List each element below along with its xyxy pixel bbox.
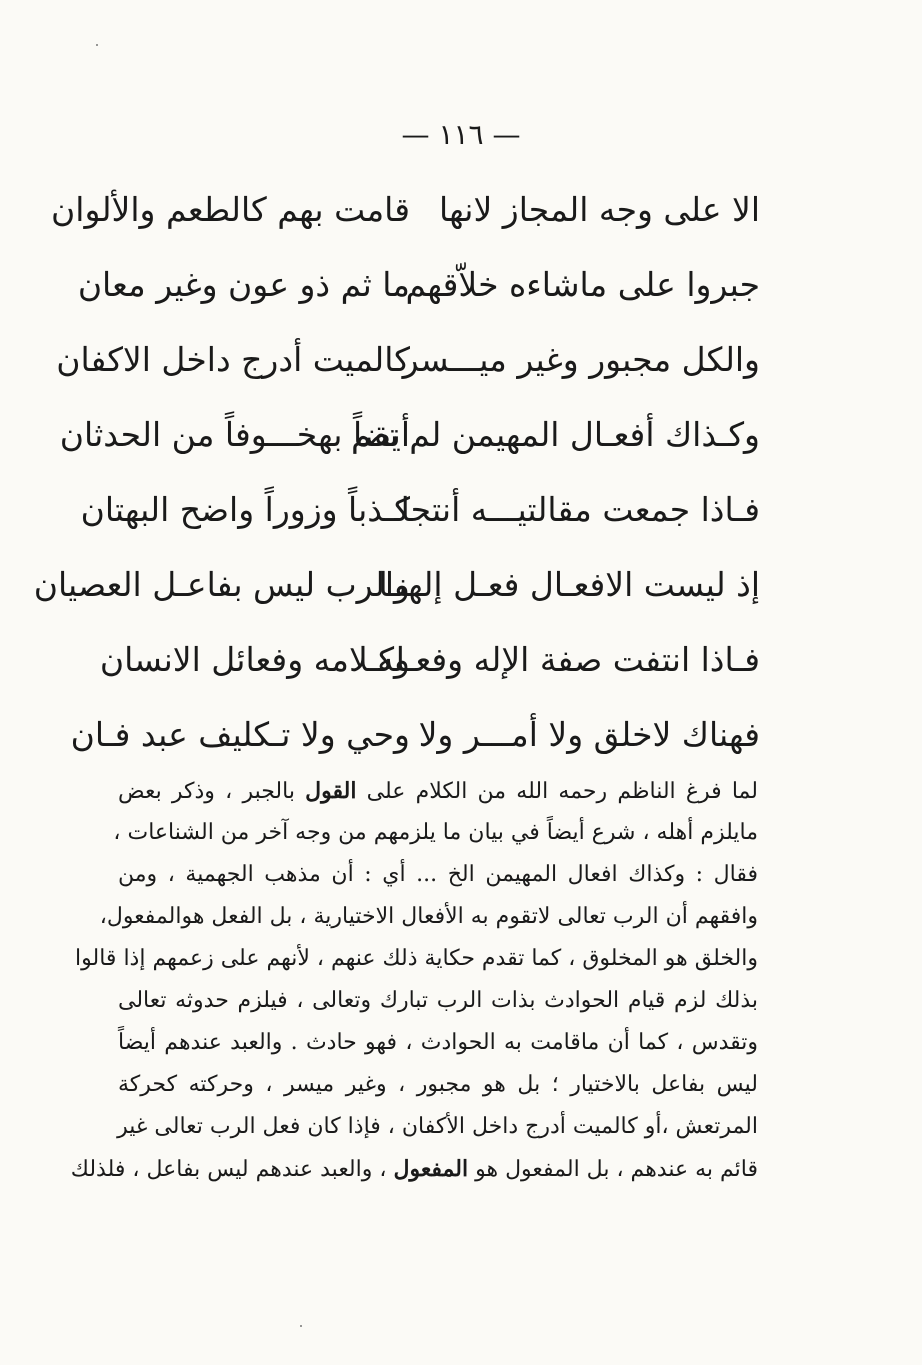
verse-second-hemistich: كالميت أدرج داخل الاكفان bbox=[56, 340, 410, 379]
commentary-text: وتقدس ، كما أن ماقامت به الحوادث ، فهو حادث . والعبد عندهم أيضاً bbox=[118, 1030, 758, 1055]
commentary-line bbox=[99, 896, 758, 938]
commentary-text: بذلك لزم قيام الحوادث بذات الرب تبارك وتعالى ، فيلزم حدوثه تعالى bbox=[118, 988, 758, 1013]
commentary-text: ، والعبد عندهم ليس بفاعل ، فلذلك bbox=[70, 1157, 394, 1182]
verse bbox=[80, 480, 760, 555]
verse-first-hemistich: فـاذا جمعت مقالتيـــه أنتجا bbox=[400, 490, 760, 529]
commentary-line bbox=[118, 854, 758, 896]
paper-speck bbox=[300, 1325, 302, 1327]
verse-second-hemistich: أيضاً بهخـــوفاً من الحدثان bbox=[59, 415, 410, 454]
commentary-text: لما فرغ الناظم رحمه الله من الكلام على bbox=[356, 779, 758, 804]
paper-speck bbox=[96, 44, 98, 46]
verse bbox=[77, 255, 760, 330]
verse-second-hemistich: وكـلامه وفعائل الانسان bbox=[99, 640, 410, 679]
commentary-line bbox=[70, 1148, 758, 1190]
commentary-emphasis: المفعول bbox=[393, 1156, 469, 1182]
commentary-line bbox=[118, 770, 758, 812]
commentary-text: فقال : وكذاك افعال المهيمن الخ ... أي : أن مذهب الجهمية ، ومن bbox=[118, 862, 758, 887]
commentary-text: وافقهم أن الرب تعالى لاتقوم به الأفعال الاختيارية ، بل الفعل هوالمفعول، bbox=[99, 904, 758, 929]
commentary-text: قائم به عندهم ، بل المفعول هو bbox=[468, 1157, 758, 1182]
commentary-line bbox=[118, 1022, 758, 1064]
page-number: — ١١٦ — bbox=[401, 118, 521, 151]
verse bbox=[56, 330, 760, 405]
verse-second-hemistich: كـذباً وزوراً واضح البهتان bbox=[80, 490, 410, 529]
verse bbox=[51, 180, 760, 255]
verse-first-hemistich: والكل مجبور وغير ميـــسر bbox=[402, 340, 760, 379]
commentary bbox=[70, 770, 758, 1190]
verse-second-hemistich: وحي ولا تـكليف عبد فـان bbox=[70, 715, 410, 754]
verse-first-hemistich: وكـذاك أفعـال المهيمن لم تقم bbox=[350, 415, 760, 454]
verse bbox=[59, 405, 760, 480]
verse-first-hemistich: فـاذا انتفت صفة الإله وفعـله bbox=[377, 640, 760, 679]
verse-first-hemistich: فهناك لاخلق ولا أمـــر ولا bbox=[418, 715, 760, 754]
commentary-text: مايلزم أهله ، شرع أيضاً في بيان ما يلزمهم من وجه آخر من الشناعات ، bbox=[113, 820, 758, 845]
verse-second-hemistich: والرب ليس بفاعـل العصيان bbox=[33, 565, 410, 604]
commentary-line bbox=[75, 938, 758, 980]
verse bbox=[33, 555, 760, 630]
commentary-line bbox=[118, 980, 758, 1022]
verse-first-hemistich: جبروا على ماشاءه خلاّقهم bbox=[405, 265, 760, 304]
commentary-line bbox=[118, 1106, 758, 1148]
verse bbox=[70, 705, 760, 780]
commentary-emphasis: القول bbox=[305, 778, 357, 804]
verse bbox=[99, 630, 760, 705]
commentary-line bbox=[118, 1064, 758, 1106]
verse-first-hemistich: إذ ليست الافعـال فعـل إلهنـا bbox=[378, 565, 760, 604]
verse-first-hemistich: الا على وجه المجاز لانها bbox=[439, 190, 760, 229]
commentary-text: بالجبر ، وذكر بعض bbox=[118, 779, 306, 804]
poem bbox=[33, 180, 760, 780]
commentary-text: والخلق هو المخلوق ، كما تقدم حكاية ذلك عنهم ، لأنهم على زعمهم إذا قالوا bbox=[75, 946, 758, 971]
commentary-text: المرتعش ،أو كالميت أدرج داخل الأكفان ، فإذا كان فعل الرب تعالى غير bbox=[117, 1114, 758, 1139]
commentary-line bbox=[113, 812, 758, 854]
verse-second-hemistich: ما ثم ذو عون وغير معان bbox=[77, 265, 410, 304]
verse-second-hemistich: قامت بهم كالطعم والألوان bbox=[51, 190, 410, 229]
commentary-text: ليس بفاعل بالاختيار ؛ بل هو مجبور ، وغير ميسر ، وحركته كحركة bbox=[118, 1072, 758, 1097]
